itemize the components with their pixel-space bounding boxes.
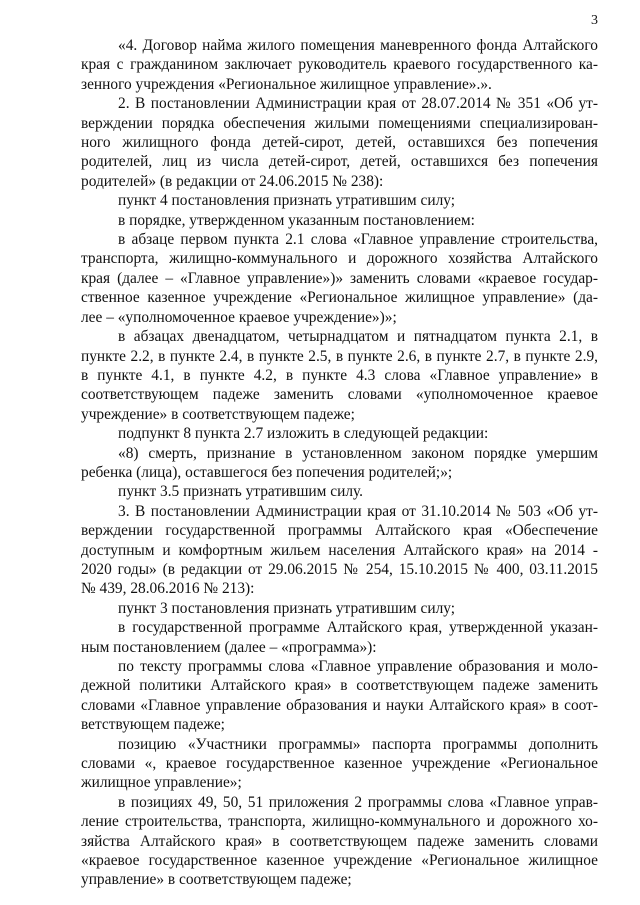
- text-line: пункт 3.5 признать утратившим силу.: [118, 483, 364, 501]
- text-line: в государственной программе Алтайского края, утвержденной указан-: [118, 619, 598, 637]
- text-line: 2020 годы» (в редакции от 29.06.2015 № 254, 15.10.2015 № 400, 03.11.2015: [81, 560, 598, 578]
- text-line: ственное казенное учреждение «Региональное жилищное управление» (да-: [81, 289, 598, 307]
- page-number: 3: [591, 13, 598, 28]
- text-line: транспорта, жилищно-коммунального и дорожного хозяйства Алтайского: [81, 250, 598, 268]
- text-line: учреждение» в соответствующем падеже;: [81, 405, 355, 423]
- text-line: 3. В постановлении Администрации края от 31.10.2014 № 503 «Об ут-: [118, 502, 598, 520]
- text-line: жилищное управление»;: [81, 774, 242, 792]
- text-line: ного жилищного фонда детей-сирот, детей, оставшихся без попечения: [81, 134, 598, 152]
- text-line: по тексту программы слова «Главное управление образования и моло-: [118, 658, 598, 675]
- text-line: 2. В постановлении Администрации края от 28.07.2014 № 351 «Об ут-: [118, 95, 598, 113]
- text-line: родителей, лиц из числа детей-сирот, детей, оставшихся без попечения: [81, 153, 598, 171]
- text-line: ветствующем падеже;: [81, 716, 225, 734]
- text-line: в абзацах двенадцатом, четырнадцатом и пятнадцатом пункта 2.1, в: [118, 328, 598, 346]
- text-line: «4. Договор найма жилого помещения маневренного фонда Алтайского: [118, 37, 598, 54]
- text-line: края (далее – «Главное управление»)» заменить словами «краевое государ-: [81, 269, 598, 287]
- text-line: в позициях 49, 50, 51 приложения 2 программы слова «Главное управ-: [118, 793, 598, 811]
- text-line: позицию «Участники программы» паспорта программы дополнить: [118, 735, 598, 753]
- text-line: соответствующем падеже заменить словами «уполномоченное краевое: [81, 386, 598, 404]
- text-line: доступным и комфортным жильем населения Алтайского края» на 2014 -: [81, 541, 598, 559]
- text-line: в пункте 4.1, в пункте 4.2, в пункте 4.3 слова «Главное управление» в: [81, 366, 598, 384]
- text-line: ление строительства, транспорта, жилищно-коммунального и дорожного хо-: [81, 813, 598, 831]
- text-line: дежной политики Алтайского края» в соответствующем падеже заменить: [81, 677, 598, 695]
- text-line: словами «, краевое государственное казенное учреждение «Региональное: [81, 755, 598, 773]
- text-line: зяйства Алтайского края» в соответствующем падеже заменить словами: [81, 832, 598, 850]
- text-line: в порядке, утвержденном указанным постановлением:: [118, 211, 475, 229]
- text-line: «краевое государственное казенное учреждение «Региональное жилищное: [81, 852, 598, 870]
- text-line: подпункт 8 пункта 2.7 изложить в следующей редакции:: [118, 425, 489, 443]
- document-body: [81, 36, 598, 890]
- text-line: зенного учреждения «Региональное жилищное управление».».: [81, 75, 492, 93]
- text-line: пункте 2.2, в пункте 2.4, в пункте 2.5, в пункте 2.6, в пункте 2.7, в пункте 2.9,: [81, 347, 598, 365]
- text-line: верждении государственной программы Алтайского края «Обеспечение: [81, 522, 598, 540]
- text-line: «8) смерть, признание в установленном законом порядке умершим: [118, 444, 598, 462]
- text-line: лее – «уполномоченное краевое учреждение»)»;: [81, 308, 397, 326]
- text-line: в абзаце первом пункта 2.1 слова «Главное управление строительства,: [118, 231, 598, 249]
- text-line: родителей» (в редакции от 24.06.2015 № 238):: [81, 172, 384, 190]
- text-line: управление» в соответствующем падеже;: [81, 871, 352, 889]
- text-line: пункт 3 постановления признать утратившим силу;: [118, 599, 456, 617]
- text-line: пункт 4 постановления признать утратившим силу;: [118, 192, 456, 210]
- text-line: ным постановлением (далее – «программа»):: [81, 638, 377, 656]
- text-line: № 439, 28.06.2016 № 213):: [81, 580, 255, 598]
- text-line: словами «Главное управление образования и науки Алтайского края» в соот-: [81, 696, 598, 714]
- text-line: верждении порядка обеспечения жилыми помещениями специализирован-: [81, 114, 598, 132]
- text-line: края с гражданином заключает руководитель краевого государственного ка-: [81, 56, 598, 74]
- text-line: ребенка (лица), оставшегося без попечения родителей;»;: [81, 463, 453, 481]
